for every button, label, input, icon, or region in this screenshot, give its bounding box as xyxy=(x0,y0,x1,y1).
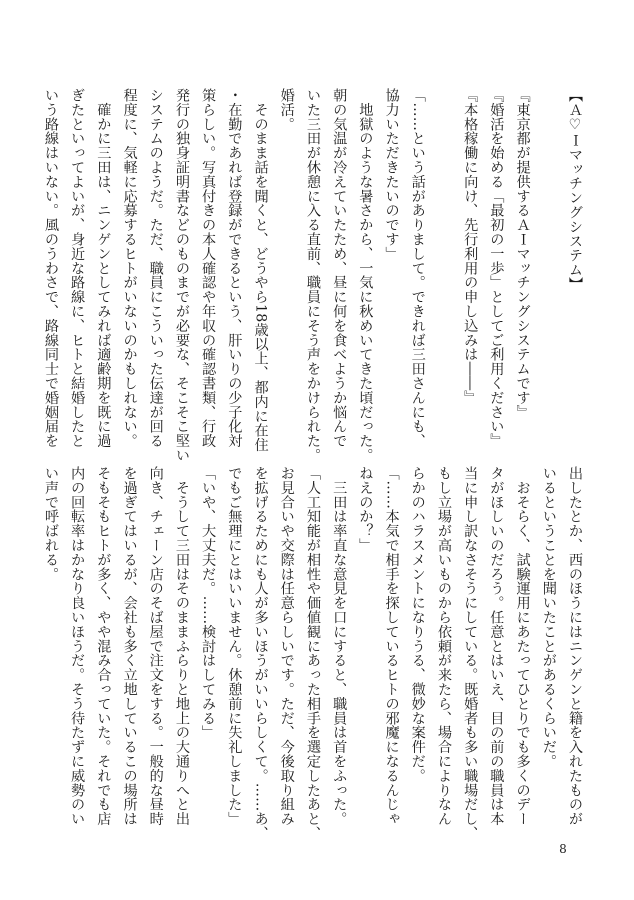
text-line: 程度に、気軽に応募するヒトがいないのかもしれない。 xyxy=(121,88,138,448)
text-line: い声で呼ばれる。 xyxy=(42,466,59,582)
text-line: でもご無理にとはいいません。休憩前に失礼しました」 xyxy=(226,466,243,826)
text-line: タがほしいのだろう。任意とはいえ、目の前の職員は本 xyxy=(488,466,505,826)
text-line: 内の回転率はかなり良いほうだ。そう待たずに威勢のい xyxy=(69,466,86,826)
page-number: 8 xyxy=(559,842,567,856)
text-line: 「……本気で相手を探しているヒトの邪魔になるんじゃ xyxy=(383,466,400,826)
text-line: システムのようだ。ただ、職員にこういった伝達が回る xyxy=(147,88,164,448)
text-line: ぎたといってよいが、身近な路線に、ヒトと結婚したと xyxy=(69,88,86,448)
text-line: そもそもヒトが多く、やや混み合っていた。それでも店 xyxy=(95,466,112,826)
text-line: 三田は率直な意見を口にすると、職員は首をふった。 xyxy=(331,466,348,826)
text-line: 『婚活を始める「最初の一歩」としてご利用ください』 xyxy=(488,88,505,448)
text-line: ・在勤であれば登録ができるという、肝いりの少子化対 xyxy=(226,88,243,448)
text-line: 確かに三田は、ニンゲンとしてみれば適齢期を既に過 xyxy=(95,88,112,448)
text-block-top xyxy=(42,88,588,463)
text-line: 出したとか、西のほうにはニンゲンと籍を入れたものが xyxy=(567,466,583,826)
text-line: 策らしい。写真付きの本人確認や年収の確認書類、行政 xyxy=(200,88,217,448)
text-line: いた三田が休憩に入る直前、職員にそう声をかけられた。 xyxy=(304,88,321,463)
text-line: を過ぎてはいるが、会社も多く立地しているこの場所は xyxy=(121,466,138,826)
text-line: 協力いただきたいのです」 xyxy=(383,88,400,261)
text-line: いう路線はいない。風のうわさで、路線同士で婚姻届を xyxy=(42,88,59,448)
text-line: 当に申し訳なさそうにしている。既婚者も多い職場だし、 xyxy=(462,466,479,841)
text-line: おそらく、試験運用にあたってひとりでも多くのデー xyxy=(514,466,531,826)
text-line: ねえのか？」 xyxy=(357,466,374,553)
text-line xyxy=(431,88,457,448)
text-line: お見合いや交際は任意らしいです。ただ、今後取り組み xyxy=(278,466,295,826)
text-line: もし立場が高いものから依頼が来たら、場合によりなん xyxy=(435,466,452,826)
text-line: 「……という話がありまして。できれば三田さんにも、 xyxy=(409,88,426,448)
text-line: 朝の気温が冷えていたため、昼に何を食べようか悩んで xyxy=(331,88,348,448)
text-line: 地獄のような暑さから、一気に秋めいてきた頃だった。 xyxy=(357,88,374,463)
text-line xyxy=(536,88,562,448)
text-line: いるということを聞いたことがあるくらいだ。 xyxy=(540,466,557,769)
text-line: を拡げるためにも人が多いほうがいいらしくて。……あ、 xyxy=(252,466,269,841)
text-line: らかのハラスメントになりうる、微妙な案件だ。 xyxy=(409,466,426,783)
text-line: 「人工知能が相性や価値観にあった相手を選定したあと、 xyxy=(304,466,321,841)
text-line: 発行の独身証明書などのものまでが必要な、そこそこ堅い xyxy=(173,88,190,463)
text-block-bottom xyxy=(42,466,588,841)
text-line: そのまま話を聞くと、どうやら18歳以上、都内に在住 xyxy=(252,88,269,453)
text-line: 【Ａ♡Ｉマッチングシステム】 xyxy=(567,88,583,292)
text-line: そうして三田はそのままふらりと地上の大通りへと出 xyxy=(173,466,190,826)
text-line: 「いや、大丈夫だ。……検討はしてみる」 xyxy=(200,466,217,740)
text-line: 婚活。 xyxy=(278,88,295,132)
text-line: 向き、チェーン店のそば屋で注文をする。一般的な昼時 xyxy=(147,466,164,826)
text-line: 『本格稼働に向け、先行利用の申し込みは――』 xyxy=(462,88,479,405)
text-line: 『東京都が提供するＡＩマッチングシステムです』 xyxy=(514,88,531,420)
